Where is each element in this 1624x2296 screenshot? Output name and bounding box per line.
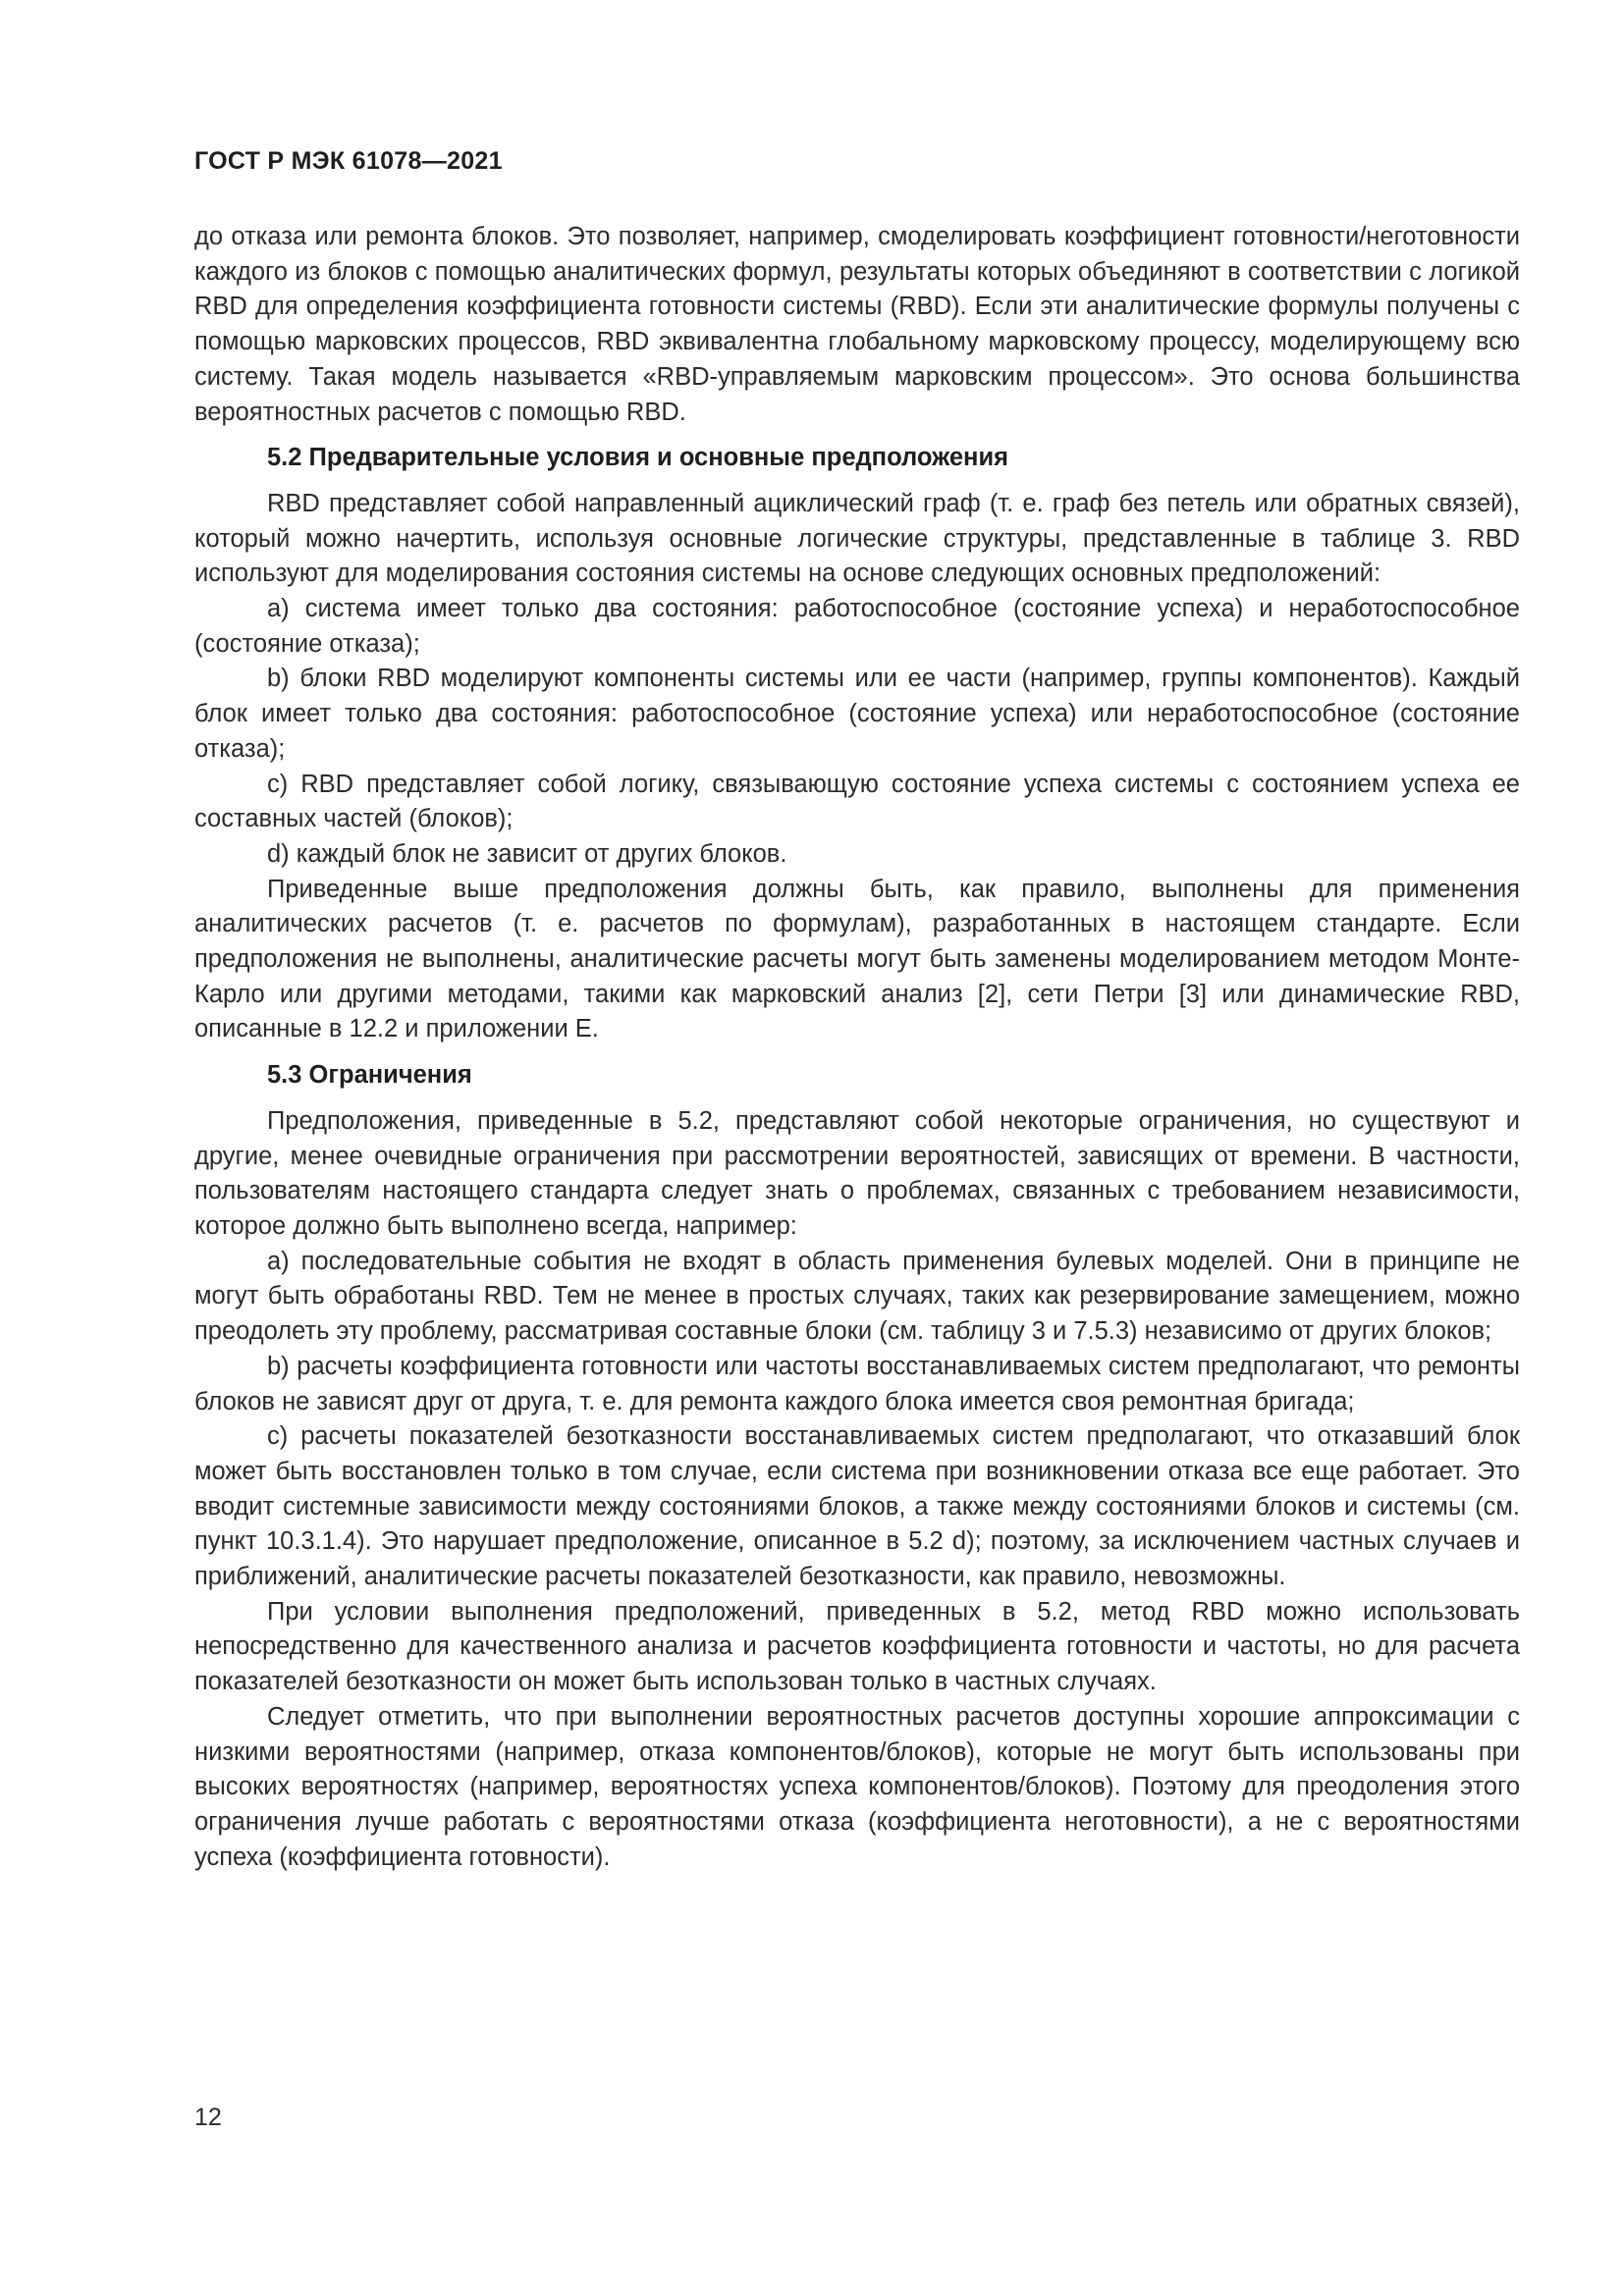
section-5-3-paragraph: Предположения, приведенные в 5.2, представляют собой некоторые ограничения, но существуют и другие, менее очевидные ограничения при рассмотрении вероятностей, зависящих от времени. В частности, пользователям настоящего стандарта следует знать о проблемах, связанных с требованием независимости, которое должно быть выполнено всегда, например: <box>194 1106 1520 1240</box>
document-header: ГОСТ Р МЭК 61078—2021 <box>194 147 503 175</box>
section-5-2-heading: 5.2 Предварительные условия и основные предположения <box>267 444 1009 472</box>
section-5-2-paragraph: RBD представляет собой направленный ациклический граф (т. е. граф без петель или обратных связей), который можно начертить, используя основные логические структуры, представленные в таблице 3. RBD используют для моделирования состояния системы на основе следующих основных предположений: <box>194 489 1520 588</box>
page-number: 12 <box>194 2104 222 2131</box>
section-5-3-paragraph: Следует отметить, что при выполнении вероятностных расчетов доступны хорошие аппроксимации с низкими вероятностями (например, отказа компонентов/блоков), которые не могут быть использованы при высоких вероятностях (например, вероятностях успеха компонентов/блоков). Поэтому для преодоления этого ограничения лучше работать с вероятностями отказа (коэффициента неготовности), а не с вероятностями успеха (коэффициента готовности). <box>194 1702 1520 1871</box>
section-5-2-list-item-a: a) система имеет только два состояния: работоспособное (состояние успеха) и неработоспособное (состояние отказа); <box>194 595 1520 658</box>
section-5-3-heading: 5.3 Ограничения <box>267 1061 472 1090</box>
intro-paragraph: до отказа или ремонта блоков. Это позволяет, например, смоделировать коэффициент готовности/неготовности каждого из блоков с помощью аналитических формул, результаты которых объединяют в соответствии с логикой RBD для определения коэффициента готовности системы (RBD). Если эти аналитические формулы получены с помощью марковских процессов, RBD эквивалентна глобальному марковскому процессу, моделирующему всю систему. Такая модель называется «RBD-управляемым марковским процессом». Это основа большинства вероятностных расчетов с помощью RBD. <box>194 223 1520 426</box>
section-5-3-list-item-a: a) последовательные события не входят в область применения булевых моделей. Они в принципе не могут быть обработаны RBD. Тем не менее в простых случаях, таких как резервирование замещением, можно преодолеть эту проблему, рассматривая составные блоки (см. таблицу 3 и 7.5.3) независимо от других блоков; <box>194 1247 1520 1346</box>
section-5-2-list-item-b: b) блоки RBD моделируют компоненты системы или ее части (например, группы компонентов). Каждый блок имеет только два состояния: работоспособное (состояние успеха) или неработоспособное (состояние отказа); <box>194 665 1520 763</box>
section-5-2-list-item-d: d) каждый блок не зависит от других блоков. <box>267 839 787 868</box>
section-5-3-list-item-b: b) расчеты коэффициента готовности или частоты восстанавливаемых систем предполагают, что ремонты блоков не зависят друг от друга, т. е. для ремонта каждого блока имеется своя ремонтная бригада; <box>194 1352 1520 1415</box>
page-content <box>194 220 1520 1875</box>
section-5-2-paragraph: Приведенные выше предположения должны быть, как правило, выполнены для применения аналитических расчетов (т. е. расчетов по формулам), разработанных в настоящем стандарте. Если предположения не выполнены, аналитические расчеты могут быть заменены моделированием методом Монте-Карло или другими методами, такими как марковский анализ [2], сети Петри [3] или динамические RBD, описанные в 12.2 и приложении E. <box>194 875 1520 1043</box>
section-5-2-list-item-c: c) RBD представляет собой логику, связывающую состояние успеха системы с состоянием успеха ее составных частей (блоков); <box>194 770 1520 833</box>
section-5-3-paragraph: При условии выполнения предположений, приведенных в 5.2, метод RBD можно использовать непосредственно для качественного анализа и расчетов коэффициента готовности и частоты, но для расчета показателей безотказности он может быть использован только в частных случаях. <box>194 1597 1520 1696</box>
section-5-3-list-item-c: c) расчеты показателей безотказности восстанавливаемых систем предполагают, что отказавший блок может быть восстановлен только в том случае, если система при возникновении отказа все еще работает. Это вводит системные зависимости между состояниями блоков, а также между состояниями блоков и системы (см. пункт 10.3.1.4). Это нарушает предположение, описанное в 5.2 d); поэтому, за исключением частных случаев и приближений, аналитические расчеты показателей безотказности, как правило, невозможны. <box>194 1422 1520 1591</box>
